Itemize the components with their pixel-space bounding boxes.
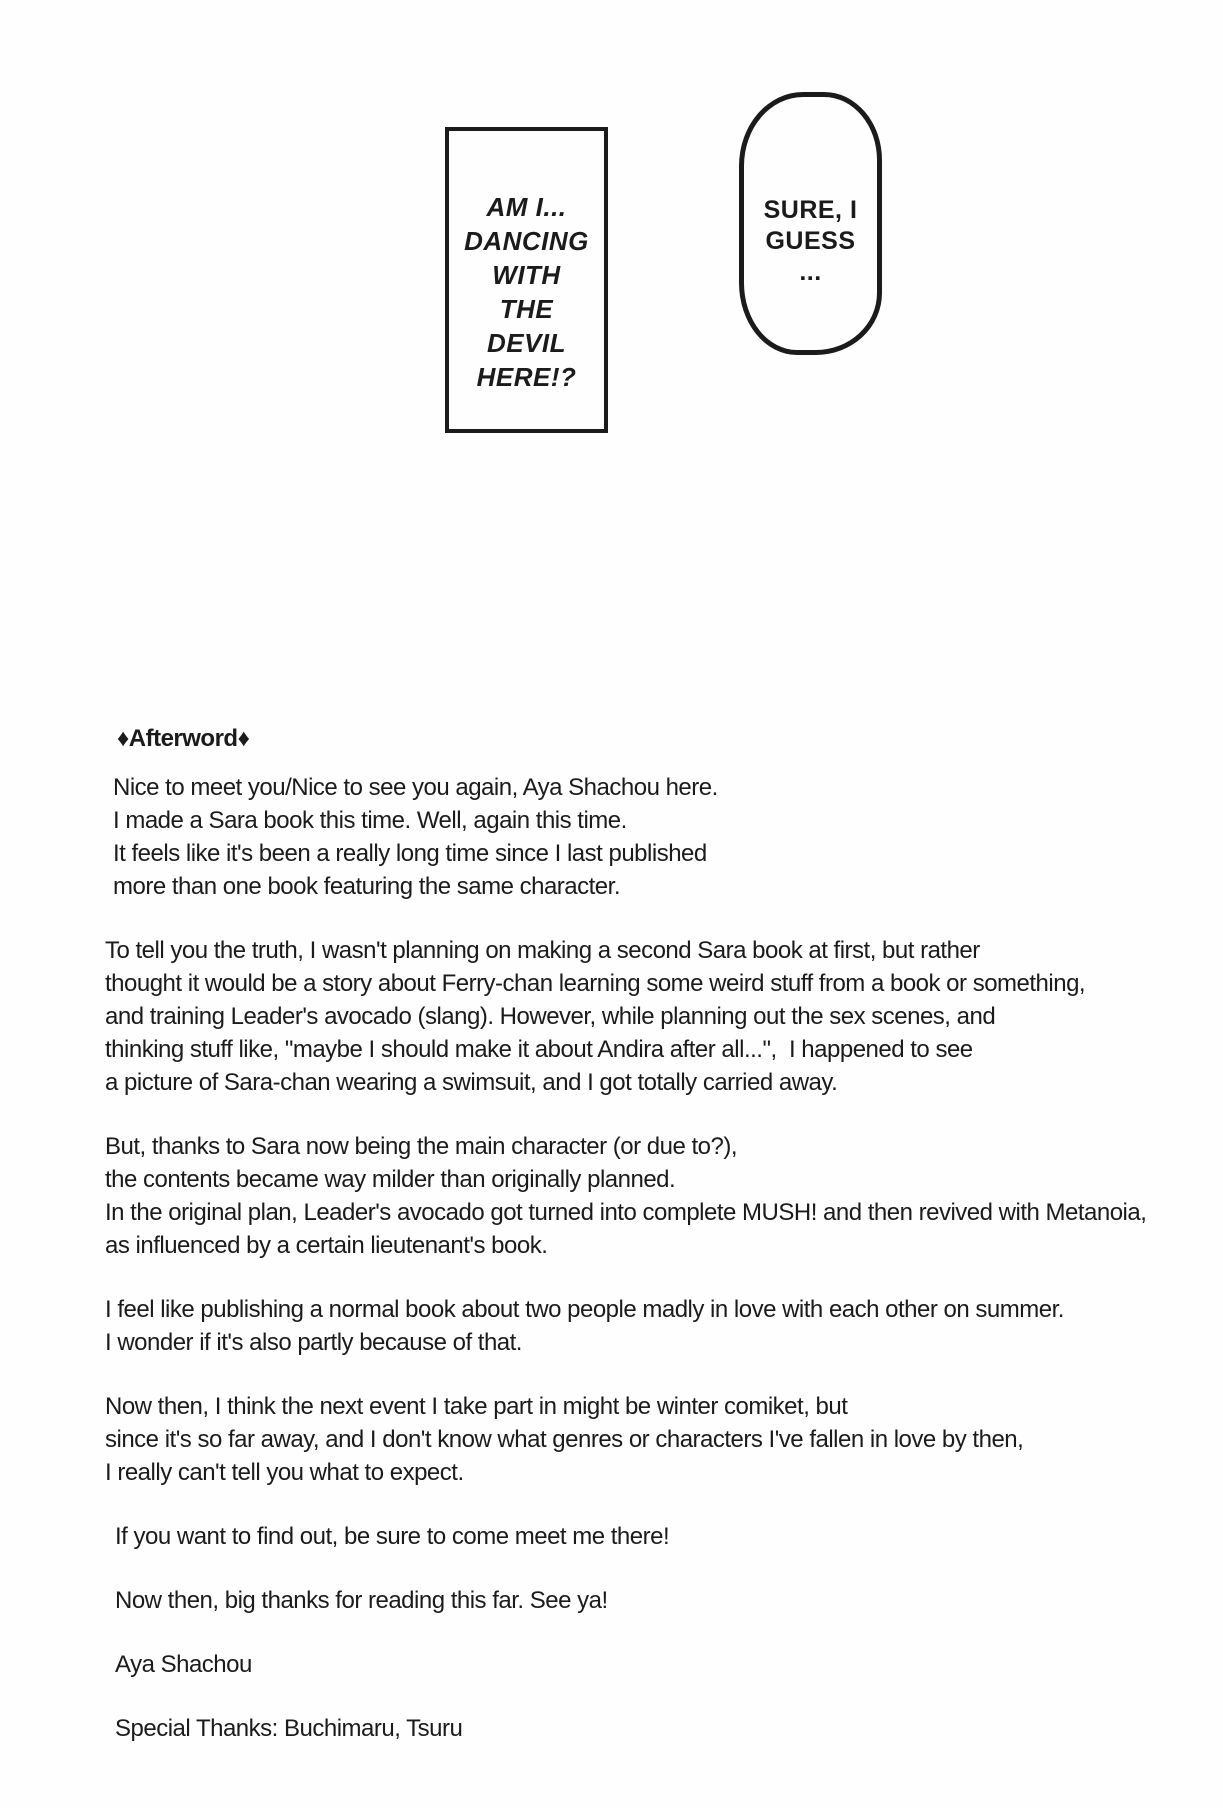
afterword-title: ♦Afterword♦ [117, 725, 250, 752]
afterword-special-thanks: Special Thanks: Buchimaru, Tsuru [115, 1715, 463, 1742]
afterword-paragraph-6: If you want to find out, be sure to come meet me there! [115, 1523, 670, 1550]
caption-box [445, 127, 608, 433]
afterword-paragraph-2: To tell you the truth, I wasn't planning on making a second Sara book at first, but rather thought it would be a story about Ferry-chan learning some weird stuff from a book or something, and training Leader's avocado (slang). However, while planning out the sex scenes, and thinking stuff like, "maybe I should make it about Andira after all...", I happened to see a picture of Sara-chan wearing a swimsuit, and I got totally carried away. [105, 937, 1086, 1096]
afterword-paragraph-1: Nice to meet you/Nice to see you again, Aya Shachou here. I made a Sara book this time. Well, again this time. It feels like it's been a really long time since I last published more than one book featuring the same character. [113, 774, 718, 900]
afterword-paragraph-4: I feel like publishing a normal book about two people madly in love with each other on summer. I wonder if it's also partly because of that. [105, 1296, 1064, 1356]
speech-bubble-text: SURE, I GUESS ... [763, 196, 858, 286]
afterword-paragraph-7: Now then, big thanks for reading this far. See ya! [115, 1587, 608, 1614]
caption-box-text: AM I... DANCING WITH THE DEVIL HERE!? [464, 192, 589, 392]
afterword-signature: Aya Shachou [115, 1651, 252, 1678]
afterword-paragraph-5: Now then, I think the next event I take part in might be winter comiket, but since it's so far away, and I don't know what genres or characters I've fallen in love by then, I really can't tell you what to expect. [105, 1393, 1024, 1486]
afterword-section [105, 722, 1215, 1776]
afterword-paragraph-3: But, thanks to Sara now being the main character (or due to?), the contents became way milder than originally planned. In the original plan, Leader's avocado got turned into complete MUSH! and then revived with Metanoia, as influenced by a certain lieutenant's book. [105, 1133, 1147, 1259]
speech-bubble [739, 92, 882, 355]
